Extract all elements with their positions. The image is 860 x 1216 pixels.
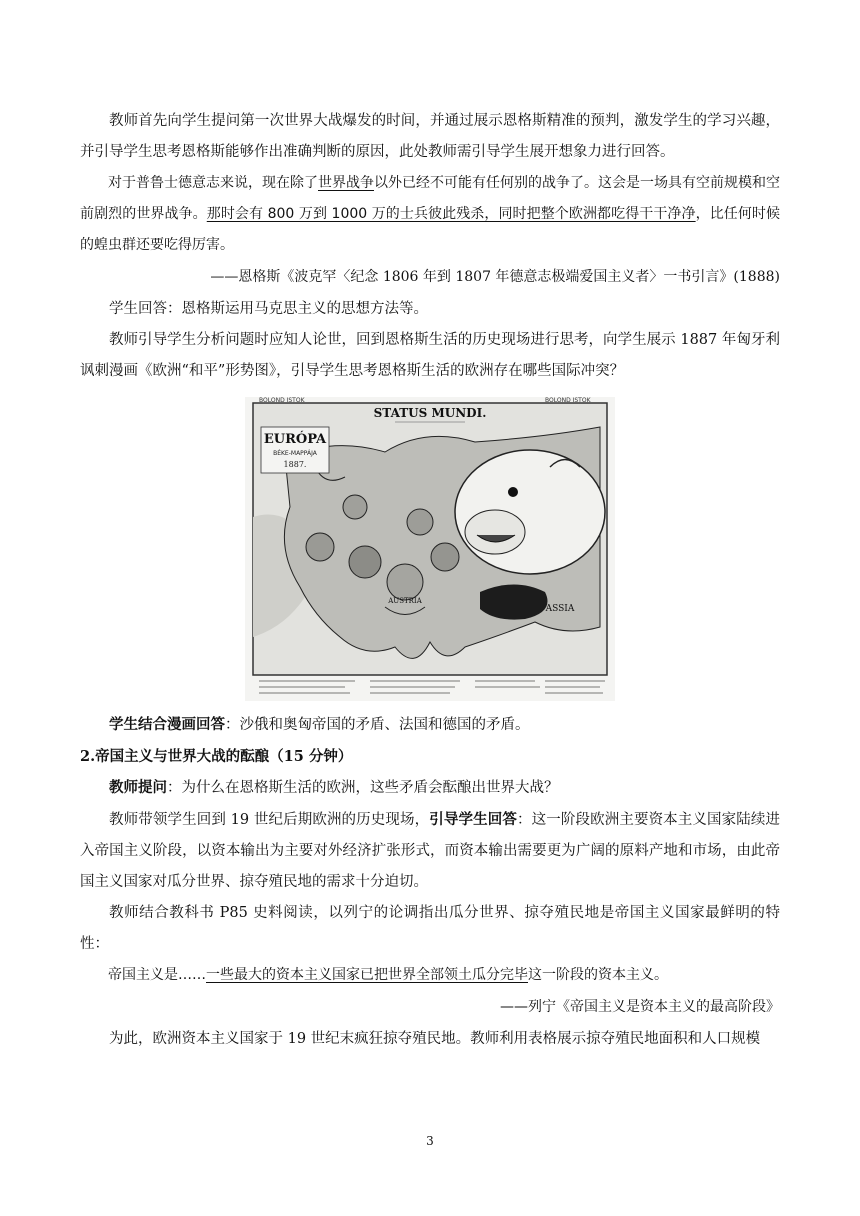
cartoon-answer-label: 学生结合漫画回答 — [109, 716, 225, 733]
imperialism-text-b: ：这一阶段欧洲主要资本主义国家陆续进入帝国主义阶段，以资本输出为主要对外经济扩张形式，而资本输出需要更为广阔的原料产地和市场，由此帝国主义国家对瓜分世界、掠夺殖民地的需求十分迫切。 — [80, 812, 781, 890]
cartoon-corner-left: BOLOND ISTOK — [259, 397, 305, 404]
lenin-quote-part-c: 这一阶段的资本主义。 — [528, 967, 668, 983]
lenin-quote-part-a: 帝国主义是…… — [108, 967, 206, 983]
lenin-quote-source: ——列宁《帝国主义是资本主义的最高阶段》 — [500, 999, 780, 1015]
cartoon-answer-text: ：沙俄和奥匈帝国的矛盾、法国和德国的矛盾。 — [225, 717, 530, 733]
cartoon-europa-label: EURÓPA — [263, 432, 327, 447]
paragraph-textbook: 教师结合教科书 P85 史料阅读，以列宁的论调指出瓜分世界、掠夺殖民地是帝国主义国家最鲜明的特性： — [80, 905, 780, 952]
paragraph-cartoon-intro: 教师引导学生分析问题时应知人论世，回到恩格斯生活的历史现场进行思考，向学生展示 1887 年匈牙利讽刺漫画《欧洲“和平”形势图》，引导学生思考恩格斯生活的欧洲存在哪些国际冲突？ — [80, 332, 780, 379]
cartoon-year: 1887. — [283, 460, 307, 469]
cartoon-label-austria: AUSTRIA — [388, 597, 422, 605]
imperialism-answer-label: 引导学生回答 — [429, 811, 517, 828]
engels-quote-part-c: 以外已经不可能有任何别的战争了。这会是一场具有空前规模和空前剧烈的世界战争。 — [80, 175, 780, 222]
teacher-question-text: ：为什么在恩格斯生活的欧洲，这些矛盾会酝酿出世界大战？ — [167, 780, 559, 796]
engels-quote-underline-world-war: 世界战争 — [318, 175, 374, 191]
engels-quote-part-e: ，比任何时候的蝗虫群还要吃得厉害。 — [80, 206, 781, 253]
cartoon-label-asia: ASSIA — [545, 604, 575, 614]
lenin-quote-underline: 一些最大的资本主义国家已把世界全部领土瓜分完毕 — [206, 967, 528, 983]
imperialism-text-a: 教师带领学生回到 19 世纪后期欧洲的历史现场， — [109, 812, 430, 828]
paragraph-imperialism — [80, 804, 780, 898]
engels-quote — [80, 168, 780, 261]
cartoon-subtitle: BÉKE-MAPPÁJA — [273, 450, 317, 457]
paragraph-colonies: 为此，欧洲资本主义国家于 19 世纪末疯狂掠夺殖民地。教师利用表格展示掠夺殖民地面积和人口规模 — [109, 1031, 761, 1047]
engels-quote-part-a: 对于普鲁士德意志来说，现在除了 — [108, 175, 318, 191]
paragraph-teacher-question — [80, 772, 780, 804]
paragraph-intro: 教师首先向学生提问第一次世界大战爆发的时间，并通过展示恩格斯精准的预判，激发学生的学习兴趣，并引导学生思考恩格斯能够作出准确判断的原因，此处教师需引导学生展开想象力进行回答。 — [80, 113, 780, 160]
cartoon-corner-right: BOLOND ISTOK — [545, 397, 591, 404]
engels-quote-underline-soldiers: 那时会有 800 万到 1000 万的士兵彼此残杀，同时把整个欧洲都吃得干干净净 — [206, 206, 696, 222]
teacher-question-label: 教师提问 — [109, 779, 167, 796]
cartoon-title: STATUS MUNDI. — [373, 406, 487, 420]
lenin-quote — [80, 960, 780, 991]
paragraph-student-answer: 学生回答：恩格斯运用马克思主义的思想方法等。 — [109, 301, 428, 317]
satirical-map-cartoon — [245, 397, 615, 701]
section-heading: 2.帝国主义与世界大战的酝酿（15 分钟） — [80, 748, 353, 765]
engels-quote-source: ——恩格斯《波克罕〈纪念 1806 年到 1807 年德意志极端爱国主义者〉一书引言》(1888) — [210, 269, 780, 285]
paragraph-cartoon-answer — [80, 709, 780, 741]
page-number: 3 — [426, 1134, 434, 1148]
page-content — [80, 106, 780, 1055]
